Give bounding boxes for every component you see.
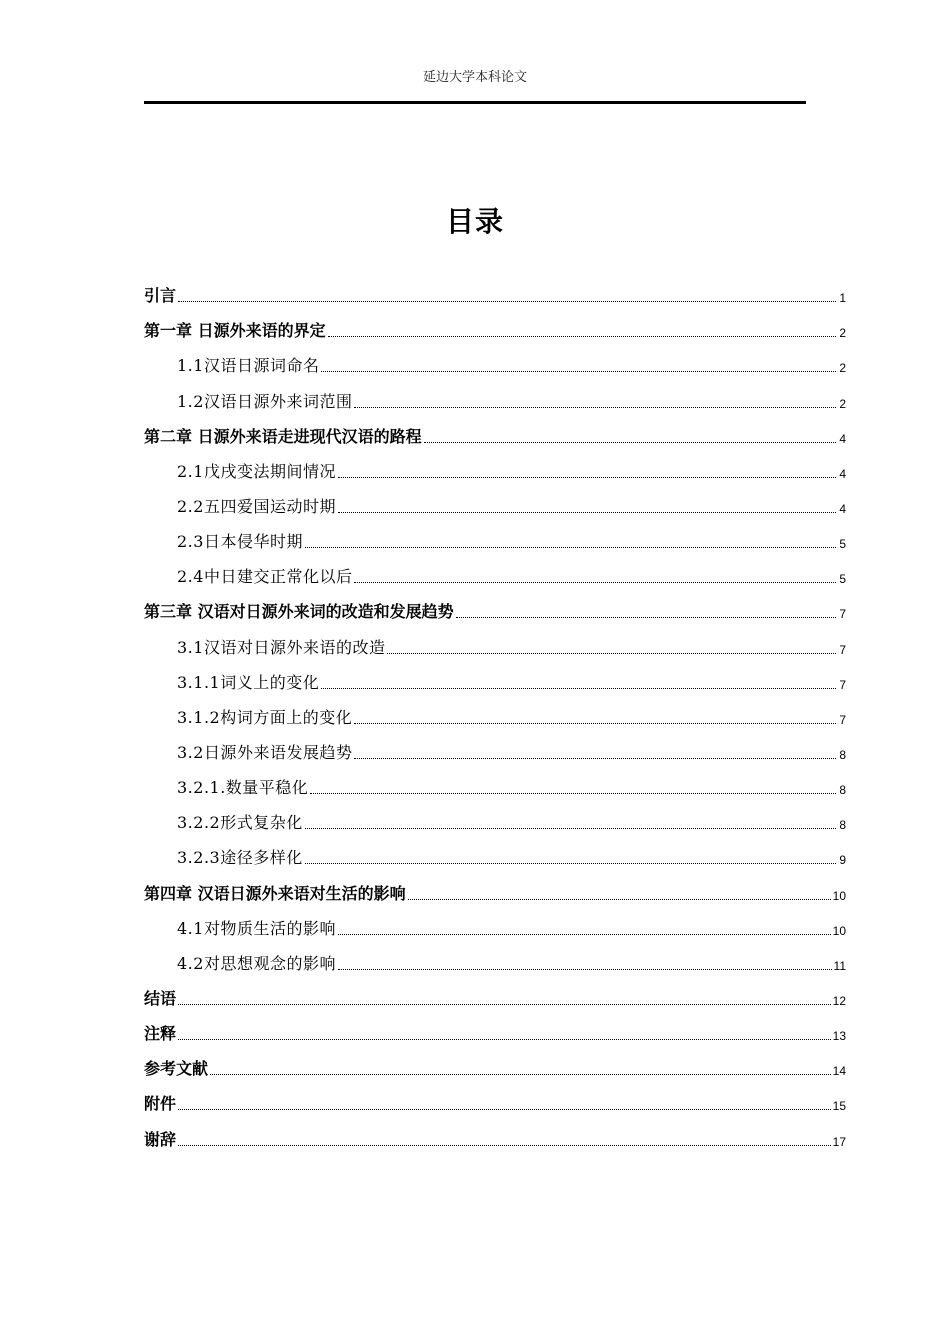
toc-entry-page-number: 8 bbox=[839, 747, 846, 762]
dot-leader bbox=[178, 1108, 831, 1110]
toc-entry[interactable] bbox=[144, 1082, 846, 1117]
toc-entry-label: 引言 bbox=[144, 286, 177, 306]
toc-entry[interactable] bbox=[144, 1117, 846, 1152]
dot-leader bbox=[354, 581, 836, 583]
toc-entry-page-number: 4 bbox=[839, 466, 846, 481]
toc-entry[interactable] bbox=[144, 801, 846, 836]
toc-entry-label: 结语 bbox=[144, 988, 177, 1008]
dot-leader bbox=[354, 722, 836, 724]
toc-entry-label: 4.2对思想观念的影响 bbox=[177, 953, 336, 973]
toc-title: 目录 bbox=[445, 205, 504, 238]
toc-entry[interactable] bbox=[144, 731, 846, 766]
page-header: 延边大学本科论文 bbox=[422, 70, 527, 85]
toc-entry-label: 4.1对物质生活的影响 bbox=[177, 918, 336, 938]
toc-entry-label: 第三章 汉语对日源外来词的改造和发展趋势 bbox=[144, 602, 454, 622]
toc-entry-page-number: 4 bbox=[839, 431, 846, 446]
toc-entry-label: 3.1.2构词方面上的变化 bbox=[177, 707, 353, 727]
toc-entry-page-number: 10 bbox=[832, 888, 846, 903]
toc-entry-page-number: 7 bbox=[839, 642, 846, 657]
toc-entry-page-number: 10 bbox=[832, 923, 846, 938]
toc-entry-page-number: 2 bbox=[839, 326, 846, 341]
dot-leader bbox=[408, 898, 831, 900]
toc-entry[interactable] bbox=[144, 485, 846, 520]
toc-entry-page-number: 13 bbox=[832, 1029, 846, 1044]
toc-entry[interactable] bbox=[144, 766, 846, 801]
dot-leader bbox=[321, 370, 836, 372]
toc-entry[interactable] bbox=[144, 942, 846, 977]
toc-entry-page-number: 17 bbox=[832, 1134, 846, 1149]
toc-entry[interactable] bbox=[144, 625, 846, 660]
toc-entry[interactable] bbox=[144, 907, 846, 942]
dot-leader bbox=[178, 1144, 831, 1146]
dot-leader bbox=[305, 862, 836, 864]
toc-entry[interactable] bbox=[144, 836, 846, 871]
toc-entry-label: 参考文献 bbox=[144, 1059, 209, 1079]
toc-entry-page-number: 7 bbox=[839, 712, 846, 727]
toc-entry[interactable] bbox=[144, 696, 846, 731]
toc-entry-page-number: 14 bbox=[832, 1064, 846, 1079]
toc-entry-page-number: 7 bbox=[839, 677, 846, 692]
toc-entry-label: 附件 bbox=[144, 1094, 177, 1114]
toc-entry[interactable] bbox=[144, 871, 846, 906]
toc-entry-label: 1.1汉语日源词命名 bbox=[177, 356, 320, 376]
toc-entry[interactable] bbox=[144, 379, 846, 414]
toc-entry-page-number: 2 bbox=[839, 396, 846, 411]
toc-entry-page-number: 8 bbox=[839, 818, 846, 833]
toc-entry-page-number: 1 bbox=[839, 291, 846, 306]
table-of-contents bbox=[144, 274, 846, 1153]
dot-leader bbox=[178, 1038, 831, 1040]
toc-entry-label: 2.1戊戌变法期间情况 bbox=[177, 461, 336, 481]
toc-entry-label: 第一章 日源外来语的界定 bbox=[144, 321, 326, 341]
dot-leader bbox=[338, 511, 836, 513]
toc-entry[interactable] bbox=[144, 450, 846, 485]
toc-entry-page-number: 12 bbox=[832, 993, 846, 1008]
toc-entry[interactable] bbox=[144, 309, 846, 344]
dot-leader bbox=[321, 687, 836, 689]
toc-entry[interactable] bbox=[144, 590, 846, 625]
toc-entry-label: 第四章 汉语日源外来语对生活的影响 bbox=[144, 883, 406, 903]
toc-entry[interactable] bbox=[144, 344, 846, 379]
toc-entry[interactable] bbox=[144, 661, 846, 696]
toc-entry[interactable] bbox=[144, 415, 846, 450]
toc-entry[interactable] bbox=[144, 274, 846, 309]
dot-leader bbox=[456, 616, 836, 618]
toc-entry-label: 3.2.2形式复杂化 bbox=[177, 813, 303, 833]
toc-entry-page-number: 9 bbox=[839, 853, 846, 868]
dot-leader bbox=[178, 1003, 831, 1005]
dot-leader bbox=[210, 1073, 831, 1075]
dot-leader bbox=[305, 827, 836, 829]
toc-entry-label: 2.4中日建交正常化以后 bbox=[177, 567, 353, 587]
dot-leader bbox=[338, 968, 832, 970]
dot-leader bbox=[424, 441, 836, 443]
dot-leader bbox=[305, 546, 836, 548]
toc-entry-page-number: 4 bbox=[839, 501, 846, 516]
toc-entry-page-number: 2 bbox=[839, 361, 846, 376]
toc-entry-label: 3.1汉语对日源外来语的改造 bbox=[177, 637, 386, 657]
toc-entry[interactable] bbox=[144, 520, 846, 555]
header-divider bbox=[144, 101, 806, 104]
toc-entry-page-number: 5 bbox=[839, 572, 846, 587]
toc-entry-label: 3.1.1词义上的变化 bbox=[177, 672, 320, 692]
dot-leader bbox=[387, 652, 836, 654]
dot-leader bbox=[354, 757, 836, 759]
toc-entry-page-number: 7 bbox=[839, 607, 846, 622]
toc-entry[interactable] bbox=[144, 1047, 846, 1082]
toc-entry-page-number: 15 bbox=[832, 1099, 846, 1114]
toc-entry-label: 3.2.3途径多样化 bbox=[177, 848, 303, 868]
toc-entry-page-number: 11 bbox=[833, 958, 846, 973]
toc-entry-label: 第二章 日源外来语走进现代汉语的路程 bbox=[144, 426, 422, 446]
toc-entry-label: 2.2五四爱国运动时期 bbox=[177, 496, 336, 516]
toc-entry-page-number: 5 bbox=[839, 537, 846, 552]
toc-entry[interactable] bbox=[144, 555, 846, 590]
toc-entry-label: 注释 bbox=[144, 1024, 177, 1044]
dot-leader bbox=[338, 476, 836, 478]
toc-entry-label: 3.2日源外来语发展趋势 bbox=[177, 742, 353, 762]
dot-leader bbox=[328, 335, 836, 337]
toc-entry-label: 3.2.1.数量平稳化 bbox=[177, 778, 309, 798]
toc-entry[interactable] bbox=[144, 977, 846, 1012]
toc-entry-label: 谢辞 bbox=[144, 1129, 177, 1149]
dot-leader bbox=[338, 933, 831, 935]
dot-leader bbox=[354, 406, 836, 408]
toc-entry-label: 2.3日本侵华时期 bbox=[177, 532, 303, 552]
dot-leader bbox=[310, 792, 836, 794]
toc-entry-page-number: 8 bbox=[839, 783, 846, 798]
toc-entry-label: 1.2汉语日源外来词范围 bbox=[177, 391, 353, 411]
dot-leader bbox=[178, 300, 836, 302]
toc-entry[interactable] bbox=[144, 1012, 846, 1047]
